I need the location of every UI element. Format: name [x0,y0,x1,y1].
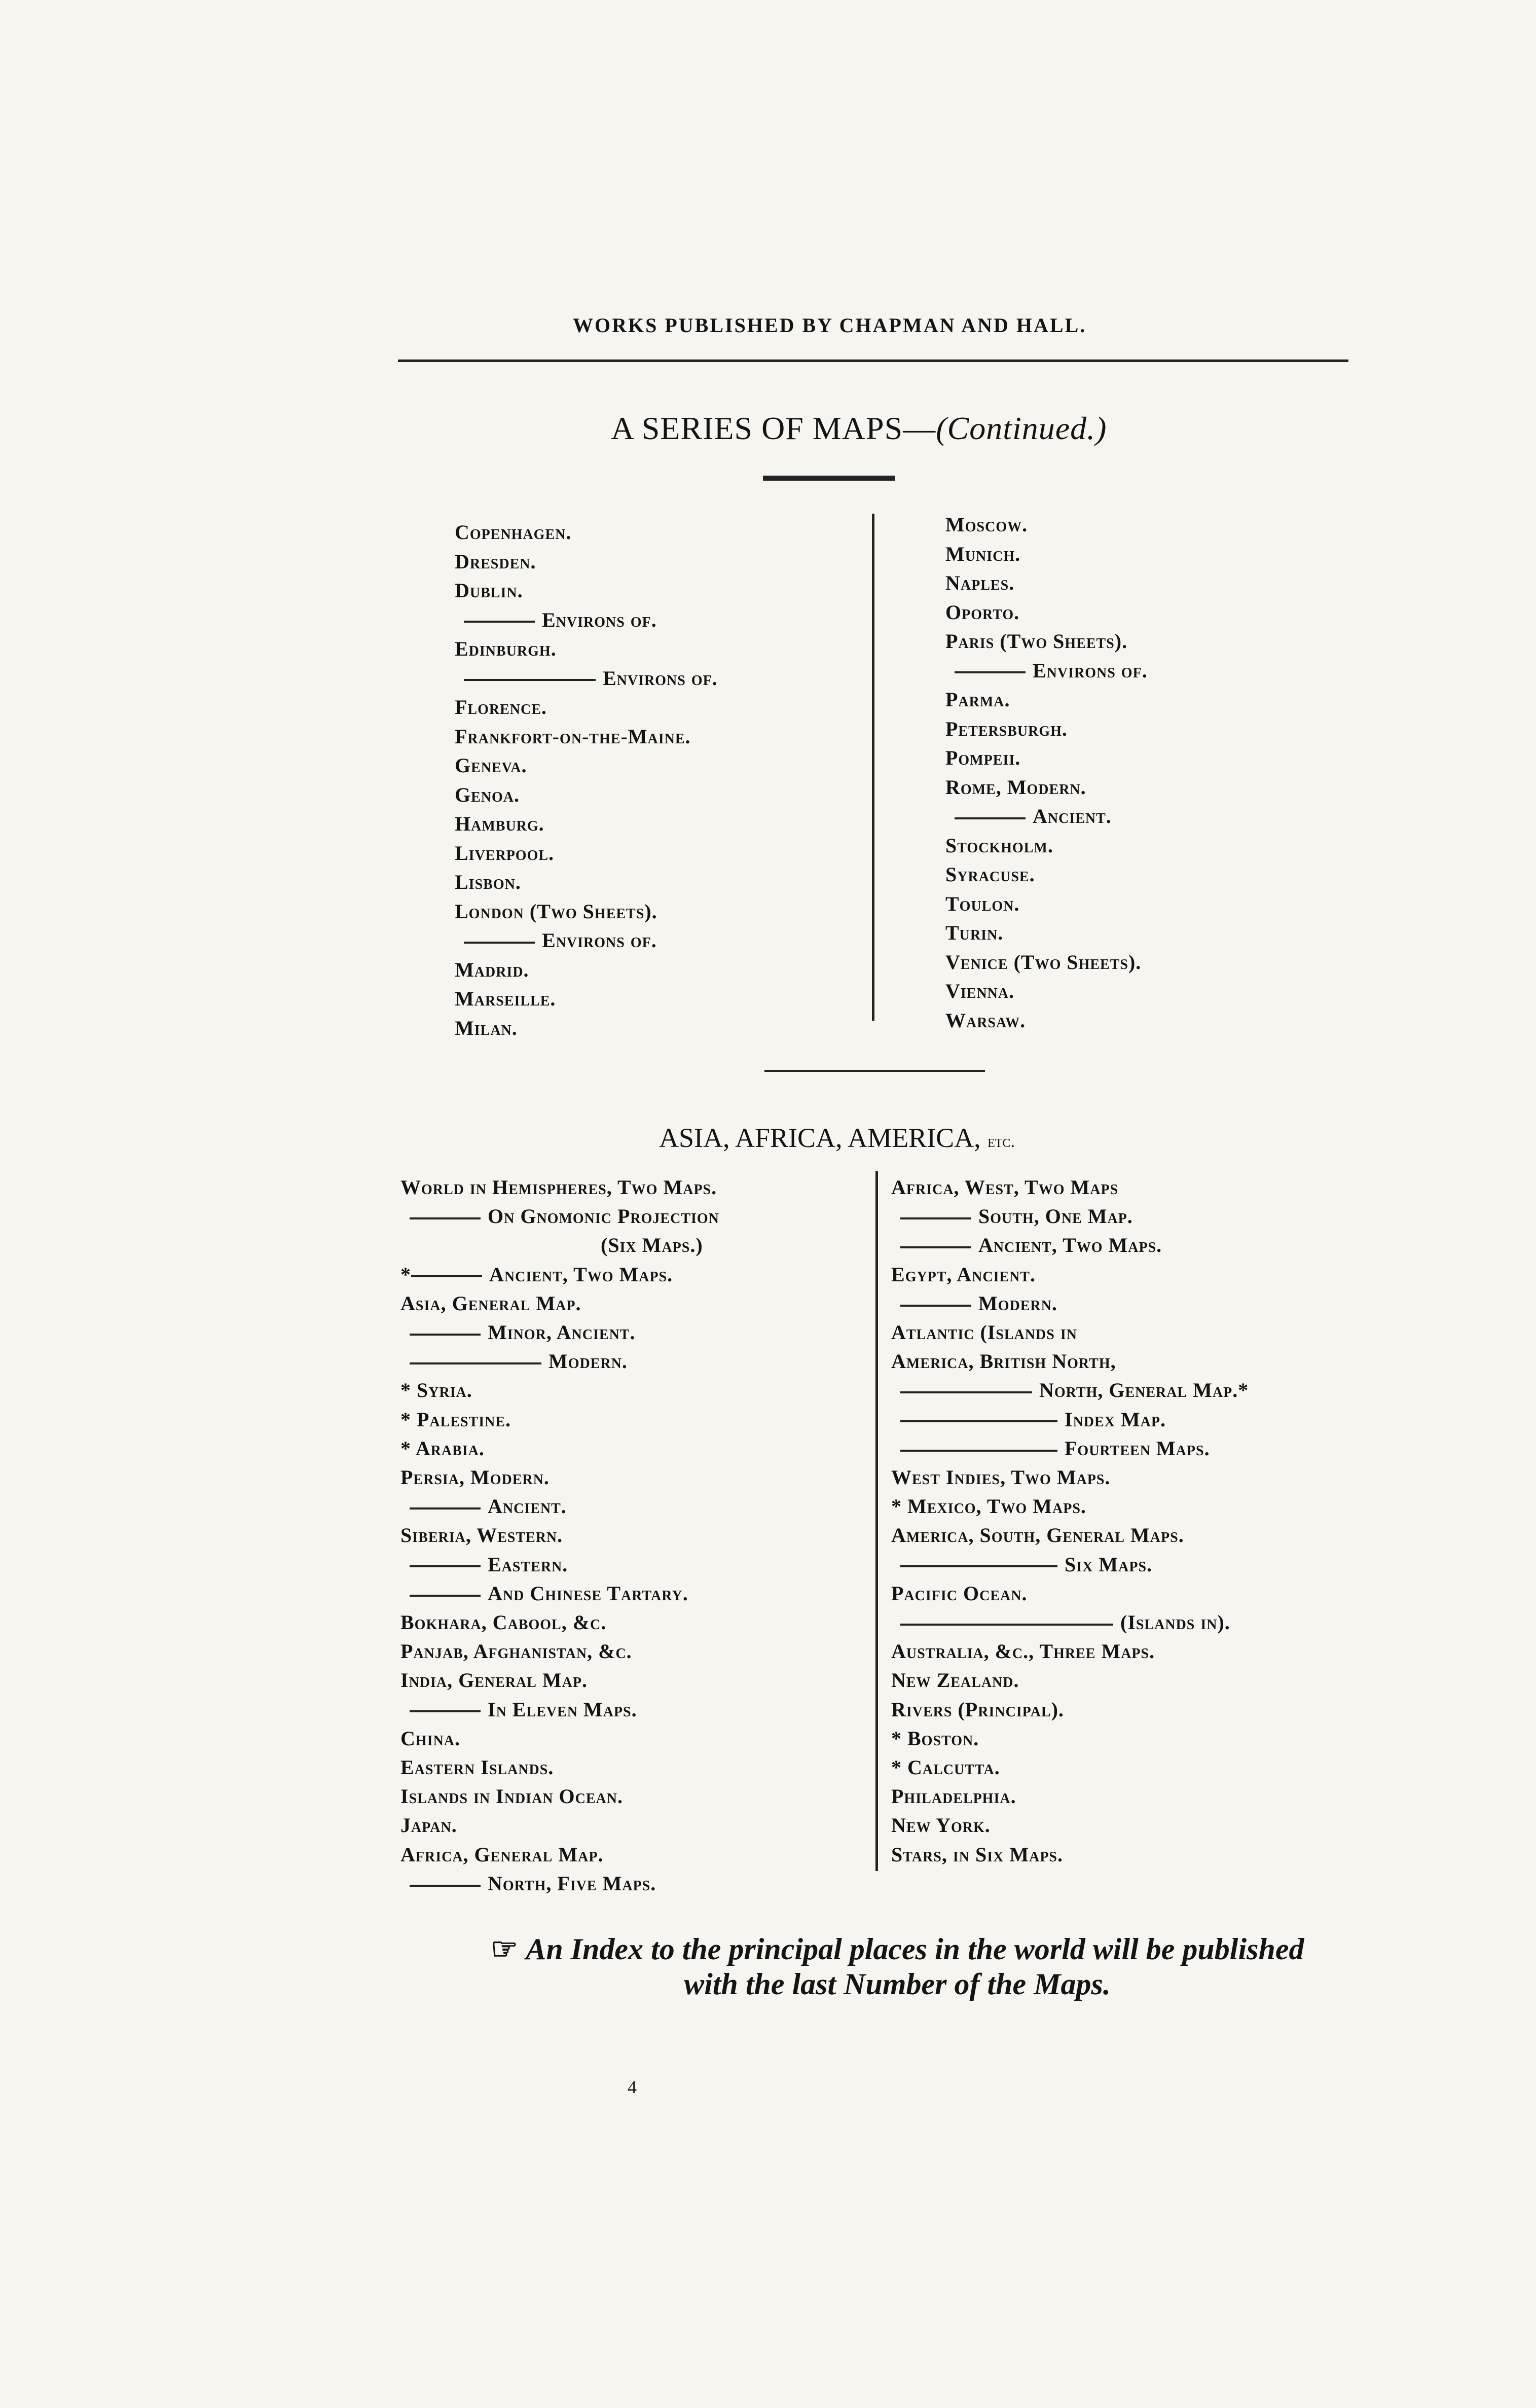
ditto-dash [955,817,1026,819]
map-entry-label: Stars, in Six Maps. [891,1843,1063,1866]
map-entry [400,1265,673,1285]
map-entry [455,814,544,834]
map-entry-label: Africa, West, Two Maps [891,1176,1119,1199]
map-entry-label: China. [400,1727,461,1750]
map-entry-label: * Syria. [400,1379,472,1402]
map-entry [891,1293,1057,1314]
index-note-line2: with the last Number of the Maps. [684,1967,1111,2001]
map-entry-label: * Mexico, Two Maps. [891,1495,1086,1518]
map-entry-label: Bokhara, Cabool, &c. [400,1611,607,1634]
map-entry-label: Egypt, Ancient. [891,1263,1036,1286]
map-entry-label: America, British North, [891,1350,1116,1373]
column-divider [875,1171,878,1871]
map-entry [400,1293,581,1314]
map-entry-label: Naples. [945,571,1015,594]
page-number: 4 [628,2077,637,2097]
map-entry [455,522,571,543]
map-entry-label: World in Hemispheres, Two Maps. [400,1176,717,1199]
map-entry-label: Rome, Modern. [945,775,1086,799]
map-entry [891,1436,1210,1460]
map-entry-label: Syracuse. [945,863,1035,886]
map-entry-label: Environs of. [542,929,657,952]
map-entry [400,1177,717,1198]
map-entry [400,1525,563,1546]
map-entry [400,1641,632,1662]
map-entry [400,1729,460,1749]
map-entry-label: Hamburg. [455,812,544,835]
map-entry [891,1235,1162,1255]
map-entry [891,1351,1116,1372]
map-entry-label: Parma. [945,688,1010,711]
map-entry-label: In Eleven Maps. [488,1698,637,1721]
map-entry-label: Islands in Indian Ocean. [400,1785,623,1808]
map-entry [945,865,1035,885]
map-entry [891,1555,1152,1575]
map-entry-label: Japan. [400,1814,457,1837]
map-entry-label: Minor, Ancient. [488,1321,636,1344]
map-entry [455,902,657,922]
ditto-dash [900,1246,971,1248]
map-entry [891,1380,1249,1400]
map-entry-label: Turin. [945,921,1004,944]
map-entry-label: Modern. [978,1291,1057,1315]
map-entry-label: North, Five Maps. [488,1872,656,1895]
map-entry-label: Venice (Two Sheets). [945,950,1142,974]
map-entry-label: Genoa. [455,783,520,806]
map-entry [400,1555,568,1575]
section-title-continued: (Continued.) [936,410,1107,446]
star-mark: * [400,1263,411,1286]
column-divider [872,514,874,1021]
ditto-dash [900,1305,971,1307]
map-entry-label: Panjab, Afghanistan, &c. [400,1640,632,1663]
map-entry [891,1729,979,1749]
ditto-dash [410,1565,481,1567]
index-note [416,1932,1379,2002]
map-entry [400,1612,606,1633]
ditto-dash [410,1507,481,1510]
map-entry-label: Modern. [548,1350,628,1373]
map-entry-label: Ancient. [488,1495,567,1518]
map-entry-label: Lisbon. [455,871,521,893]
map-entry-label: India, General Map. [400,1669,588,1692]
ditto-dash [900,1420,1057,1422]
map-entry [455,1018,518,1038]
map-entry-label: Paris (Two Sheets). [945,630,1128,653]
map-entry-label: Dublin. [455,579,523,602]
map-entry [945,806,1112,826]
map-entry [400,1757,554,1778]
map-entry-label: * Arabia. [400,1436,485,1460]
map-entry [400,1700,637,1720]
map-entry-label: Moscow. [945,513,1028,536]
header-rule [398,360,1348,362]
map-entry [945,515,1028,535]
map-entry [891,1525,1184,1546]
map-entry [455,610,657,630]
map-entry-label: On Gnomonic Projection [488,1205,719,1228]
map-entry-label: Madrid. [455,958,529,981]
map-entry-label: Ancient, Two Maps. [489,1263,673,1286]
map-entry-label: Africa, General Map. [400,1843,604,1866]
map-entry [891,1467,1110,1488]
map-entry [601,1235,703,1255]
map-entry-label: Australia, &c., Three Maps. [891,1640,1155,1663]
map-entry-label: Stockholm. [945,834,1053,857]
map-entry [891,1265,1036,1285]
ditto-dash [410,1334,481,1336]
map-entry-label: Warsaw. [945,1009,1026,1032]
map-entry-label: Dresden. [455,550,536,573]
map-entry [891,1410,1166,1430]
map-entry [945,631,1127,652]
ditto-dash [411,1275,482,1277]
ditto-dash [410,1362,541,1364]
map-entry-label: Atlantic (Islands in [891,1321,1077,1344]
map-entry [455,639,557,659]
map-entry [455,668,718,689]
ditto-dash [900,1450,1057,1452]
section-rule [764,1070,985,1072]
map-entry [891,1641,1155,1662]
ditto-dash [955,671,1026,673]
map-entry [400,1496,567,1517]
title-rule [763,476,895,481]
map-entry-label: And Chinese Tartary. [488,1582,688,1605]
map-entry-label: Pacific Ocean. [891,1582,1028,1605]
map-entry [891,1670,1019,1691]
map-entry-label: Environs of. [603,666,718,690]
map-entry [891,1757,1000,1778]
map-entry-label: Six Maps. [1065,1553,1153,1576]
map-entry-label: * Palestine. [400,1408,511,1431]
map-entry [945,923,1003,943]
map-entry-label: Toulon. [945,892,1020,915]
map-entry [891,1206,1133,1227]
map-entry [400,1206,719,1227]
map-entry [945,719,1068,739]
ditto-dash [900,1624,1113,1626]
map-entry-label: Fourteen Maps. [1065,1436,1210,1460]
map-entry [400,1351,628,1372]
map-entry-label: * Boston. [891,1727,979,1750]
map-entry [945,952,1141,973]
map-entry [455,989,556,1009]
map-entry [945,573,1014,593]
map-entry [891,1700,1064,1720]
map-entry-label: Philadelphia. [891,1785,1016,1808]
map-entry-label: Munich. [945,542,1021,565]
section-heading [659,1122,1015,1154]
map-entry-label: Florence. [455,696,547,718]
map-entry-label: Petersburgh. [945,717,1068,740]
map-entry [400,1786,623,1807]
map-entry-label: Frankfort-on-the-Maine. [455,725,691,748]
map-entry [455,960,529,980]
map-entry [945,748,1020,768]
map-entry [400,1815,457,1836]
map-entry [400,1845,603,1865]
map-entry-label: Eastern Islands. [400,1756,554,1779]
map-entry [400,1670,588,1691]
map-entry-label: (Six Maps.) [601,1234,703,1257]
map-entry [455,785,520,805]
map-entry-label: * Calcutta. [891,1756,1000,1779]
map-entry-label: Rivers (Principal). [891,1698,1064,1721]
map-entry-label: Siberia, Western. [400,1524,563,1547]
map-entry-label: Environs of. [542,608,657,631]
map-entry [455,872,521,892]
map-entry-label: West Indies, Two Maps. [891,1466,1111,1489]
map-entry [400,1380,472,1400]
map-entry-label: Milan. [455,1016,518,1039]
map-entry [400,1584,688,1604]
map-entry-label: New York. [891,1814,991,1837]
map-entry-label: Persia, Modern. [400,1466,550,1489]
map-entry [945,544,1020,564]
map-entry-label: Asia, General Map. [400,1291,581,1315]
map-entry [455,697,547,717]
map-entry [945,1011,1026,1031]
ditto-dash [900,1217,971,1219]
ditto-dash [410,1885,481,1887]
map-entry [455,581,523,601]
map-entry-label: Vienna. [945,980,1015,1002]
map-entry [945,836,1053,856]
ditto-dash [464,621,535,623]
map-entry-label: Geneva. [455,754,527,777]
section-heading-main: ASIA, AFRICA, AMERICA, [659,1123,988,1153]
map-entry [945,602,1019,623]
map-entry [945,981,1014,1001]
map-entry [891,1322,1077,1343]
ditto-dash [464,679,596,681]
map-entry-label: South, One Map. [978,1205,1133,1228]
map-entry-label: Ancient. [1033,805,1112,828]
running-header: WORKS PUBLISHED BY CHAPMAN AND HALL. [573,314,1087,337]
map-entry [400,1322,635,1343]
map-entry [945,894,1019,914]
map-entry [455,930,657,951]
ditto-dash [410,1710,481,1712]
map-entry [455,843,554,864]
map-entry-label: Oporto. [945,600,1020,624]
map-entry [455,552,536,572]
map-entry [891,1177,1118,1198]
map-entry [400,1410,511,1430]
map-entry-label: Eastern. [488,1553,568,1576]
map-entry-label: Index Map. [1065,1408,1166,1431]
map-entry [891,1584,1027,1604]
map-entry-label: Marseille. [455,987,556,1010]
map-entry [891,1845,1063,1865]
pointing-hand-icon: ☜ [490,1932,518,1966]
ditto-dash [900,1565,1057,1567]
map-entry-label: America, South, General Maps. [891,1524,1184,1547]
map-entry-label: Copenhagen. [455,521,572,544]
map-entry [945,661,1148,681]
map-entry [400,1467,550,1488]
map-entry-label: London (Two Sheets). [455,900,657,923]
section-title-main: A SERIES OF MAPS— [611,410,936,446]
section-title [611,410,1107,447]
ditto-dash [900,1391,1032,1393]
map-entry [945,690,1010,710]
ditto-dash [410,1595,481,1597]
map-entry [891,1496,1086,1517]
index-note-line1: An Index to the principal places in the world will be published [526,1932,1304,1966]
map-entry-label: (Islands in). [1120,1611,1230,1634]
ditto-dash [410,1217,481,1219]
map-entry [891,1612,1230,1633]
map-entry-label: Ancient, Two Maps. [978,1234,1162,1257]
map-entry-label: Liverpool. [455,841,555,865]
map-entry [455,727,691,747]
ditto-dash [464,942,535,944]
map-entry-label: Edinburgh. [455,637,557,660]
map-entry [400,1874,656,1894]
map-entry [891,1815,991,1836]
map-entry [891,1786,1016,1807]
map-entry [945,777,1086,798]
map-entry [455,756,527,776]
map-entry-label: New Zealand. [891,1669,1019,1692]
map-entry-label: Pompeii. [945,746,1021,769]
section-heading-etc: etc. [988,1132,1015,1151]
map-entry-label: North, General Map.* [1039,1379,1249,1402]
map-entry-label: Environs of. [1033,659,1148,682]
map-entry [400,1436,485,1460]
